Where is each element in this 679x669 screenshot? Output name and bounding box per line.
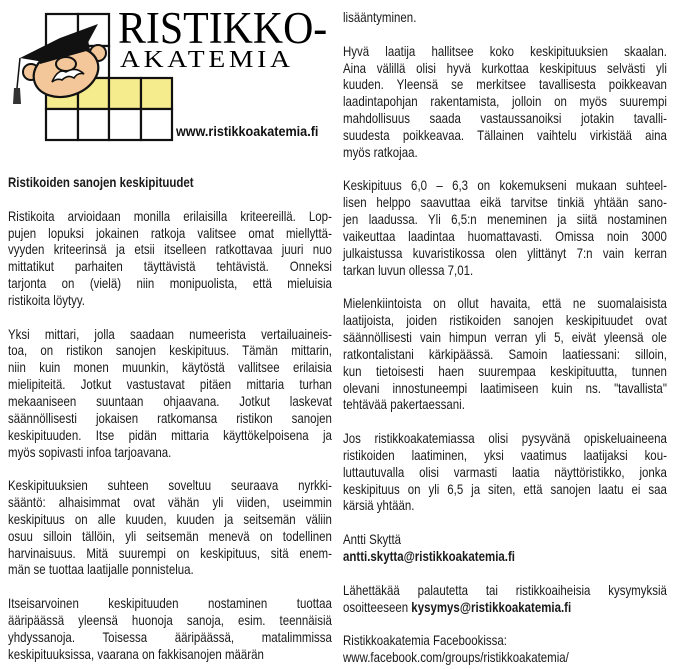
logo-subtitle: AKATEMIA <box>120 47 294 73</box>
right-body <box>343 9 667 514</box>
text-line: kun tietoisesti haen suurempaa keskipituutta, tunnen <box>343 362 667 379</box>
text-line: Keskipituuksien suhteen soveltuu seuraava nyrkki- <box>8 477 332 494</box>
text-line: harvinaisuus. Mitä suurempi on keskipituus, sitä enem- <box>8 544 332 561</box>
text-line: keskipituuden. Itse pidän mittaria käyttökelpoisena ja <box>8 426 332 443</box>
text-line: ristikoiden laatiminen, yksi vaatimus laatijaksi kou- <box>343 446 667 463</box>
text-line: säännöllisesti vain himpun verran yli 5, eivät yleensä ole <box>343 329 667 346</box>
text-line: Yksi mittari, jolla saadaan numeerista vertailuaineis- <box>8 325 332 342</box>
facebook-label: Ristikkoakatemia Facebookissa: <box>343 632 507 649</box>
text-line: toa, on ristikon sanojen keskipituus. Tämän mittarin, <box>8 342 332 359</box>
text-line: tarkan luvun ollessa 7,01. <box>343 261 474 278</box>
feedback-text: Lähettäkää palautetta tai ristikkoaiheisia kysymyksiä <box>343 581 667 598</box>
spacer <box>343 615 667 632</box>
spacer <box>8 309 332 326</box>
article-right-column <box>343 9 667 666</box>
feedback-email-link[interactable]: kysymys@ristikkoakatemia.fi <box>411 598 572 615</box>
text-line: Ristikoita arvioidaan monilla erilaisilla kriteereillä. Lop- <box>8 207 332 224</box>
text-line: keskipituus on alle kuuden, kuuden ja seitsemän väliin <box>8 510 332 527</box>
text-line: Jos ristikkoakatemiassa olisi pysyvänä opiskeluaineena <box>343 430 667 447</box>
text-line: kärsiä yhtään. <box>343 497 415 514</box>
spacer <box>343 279 667 296</box>
spacer <box>343 161 667 178</box>
paragraph <box>343 295 667 413</box>
paragraph <box>8 477 332 578</box>
feedback-line <box>343 599 667 616</box>
text-line: kuuden. Yleensä se merkitsee tavallisesta poikkeavan <box>343 76 667 93</box>
text-line: mahdollisuus saada vastaussanoiksi jotakin tavalli- <box>343 110 667 127</box>
paragraph <box>343 430 667 514</box>
text-line: laatijoista, joiden ristikoiden sanojen keskipituudet ovat <box>343 312 667 329</box>
paragraph <box>343 43 667 161</box>
text-line: sääntö: alhaisimmat ovat vähän yli viiden, useimmin <box>8 494 332 511</box>
text-line: tehtävää pakertaessani. <box>343 396 465 413</box>
text-line: suudesta poikkeavaa. Tällainen vaihtelu virkistää aina <box>343 126 667 143</box>
text-line: lisääntyminen. <box>343 9 417 25</box>
text-line: niin kuin monen muunkin, käytöstä vallitsee erilaisia <box>8 359 332 376</box>
logo-title: RISTIKKO- <box>118 3 328 53</box>
text-line: mielipiteitä. Jotkut vastustavat pitäen mittaria turhan <box>8 376 332 393</box>
text-line: Hyvä laatija hallitsee koko keskipituuksien skaalan. <box>343 42 667 59</box>
text-line: yhdyssanoja. Toisessa ääripäässä, matalimmissa <box>8 628 332 645</box>
paragraph <box>8 208 332 309</box>
text-line: keskipituus on yli 6,5 ja siten, että sanojen laatu ei saa <box>343 480 667 497</box>
text-line: osuu silloin tällöin, yli seitsemän menevä on todellinen <box>8 527 332 544</box>
text-line: tarjonta on (vielä) niin monipuolista, että mieluisia <box>8 275 332 292</box>
facebook-link[interactable]: www.facebook.com/groups/ristikkoakatemia/ <box>343 649 569 666</box>
paragraph <box>343 9 667 26</box>
text-line: pujen lopuksi jokainen ratkoja valitsee omat miellyttä- <box>8 224 332 241</box>
text-line: Itseisarvoinen keskipituuden nostaminen tuottaa <box>8 595 332 612</box>
text-line: mekaaniseen suuntaan ohjaavana. Jotkut laskevat <box>8 392 332 409</box>
text-line: vaikeuttaa laadintaa huomattavasti. Omissa noin 3000 <box>343 227 667 244</box>
text-line: Mielenkiintoista on ollut havaita, että ne suomalaisista <box>343 295 667 312</box>
author-email-link[interactable]: antti.skytta@ristikkoakatemia.fi <box>343 548 515 564</box>
text-line: Keskipituus 6,0 – 6,3 on kokemukseni mukaan suhteel- <box>343 177 667 194</box>
spacer <box>343 565 667 582</box>
spacer <box>8 578 332 595</box>
text-line: ratkontalistani kärkipäässä. Samoin laatiessani: silloin, <box>343 345 667 362</box>
paragraph <box>8 326 332 461</box>
spacer <box>8 191 332 208</box>
logo-url[interactable]: www.ristikkoakatemia.fi <box>176 123 319 139</box>
article-heading: Ristikoiden sanojen keskipituudet <box>8 174 194 190</box>
spacer <box>8 460 332 477</box>
text-line: ristikoita löytyy. <box>8 291 85 308</box>
text-line: män se tuottaa laatijalle ponnistelua. <box>8 561 194 578</box>
paragraph <box>343 177 667 278</box>
feedback-prefix: osoitteeseen <box>343 598 409 615</box>
text-line: lisen helppo saavuttaa eikä tarvitse tinkiä yhtään sano- <box>343 194 667 211</box>
left-body <box>8 208 332 663</box>
text-line: säännöllisesti jokaisen ratkomansa ristikon sanojen <box>8 409 332 426</box>
paragraph <box>8 595 332 662</box>
text-line: Aina välillä olisi hyvä kurkottaa keskipituus selvästi yli <box>343 59 667 76</box>
text-line: vyyden kriteerinsä ja etsii itselleen ratkottavaa juuri nuo <box>8 241 332 258</box>
spacer <box>343 26 667 43</box>
spacer <box>343 514 667 531</box>
text-line: keskipituuksissa, vaarana on fakkisanojen määrän <box>8 645 264 662</box>
text-line: luttautuvalla olisi varmasti laatia näyttöristikko, jonka <box>343 463 667 480</box>
spacer <box>343 413 667 430</box>
text-line: myös sopivasti infoa tarjoavana. <box>8 443 172 460</box>
text-line: myös ratkojaa. <box>343 143 418 160</box>
text-line: ääripäässä yleensä huonoja sanoja, esim. teennäisiä <box>8 611 332 628</box>
text-line: jen laadussa. Yli 6,5:n meneminen ja siitä nostaminen <box>343 211 667 228</box>
text-line: julkaistussa kuvaristikossa olen ylittänyt 7:n vain kerran <box>343 244 667 261</box>
author-name: Antti Skyttä <box>343 531 402 548</box>
text-line: olevani innostuneempi laatimiseen kuin ns. "tavallista" <box>343 379 667 396</box>
text-line: laadintapohjan rakentamista, jolloin on myös suurempi <box>343 93 667 110</box>
text-line: mittatikut parhaiten täyttävistä tehtävistä. Onneksi <box>8 258 332 275</box>
article-left-column <box>8 174 332 662</box>
ristikkoakatemia-logo <box>0 0 340 150</box>
